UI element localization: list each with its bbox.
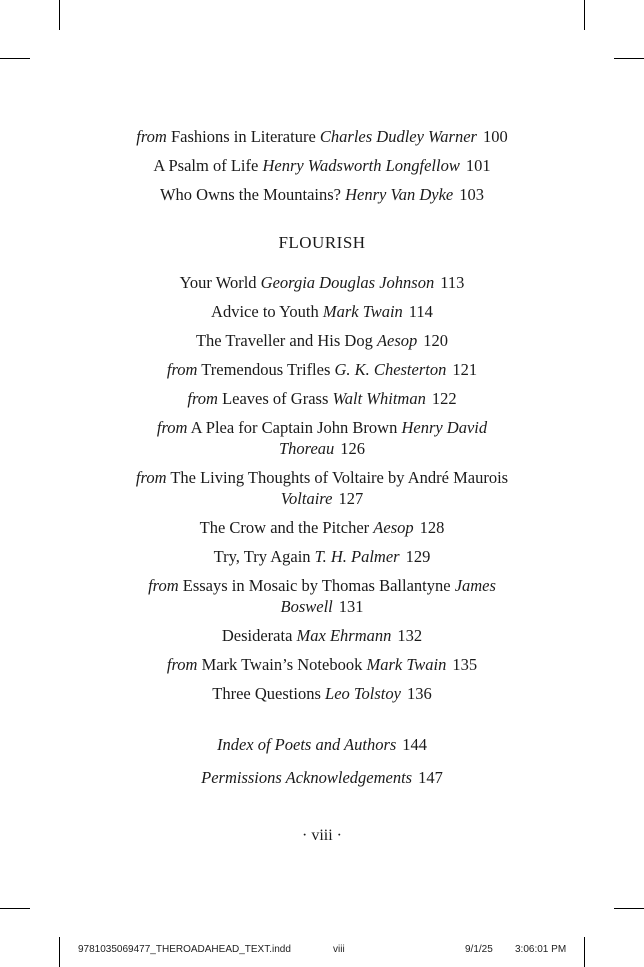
toc-entry [112, 330, 532, 351]
entry-title: Mark Twain’s Notebook [201, 655, 363, 674]
toc-entry [112, 272, 532, 293]
toc-entry [112, 301, 532, 322]
crop-mark [0, 58, 30, 59]
slug-time: 3:06:01 PM [515, 944, 567, 955]
entry-title: Three Questions [212, 684, 321, 703]
toc-entry [112, 575, 532, 617]
entry-author: Henry David Thoreau [278, 418, 488, 458]
toc-list-flourish [0, 272, 644, 704]
entry-author: Georgia Douglas Johnson [260, 273, 435, 292]
entry-page: 147 [418, 768, 443, 787]
entry-page: 101 [465, 156, 491, 175]
toc-back-matter [0, 734, 644, 788]
entry-author: James Boswell [280, 576, 496, 616]
entry-title: Leaves of Grass [222, 389, 329, 408]
entry-from: from [166, 655, 198, 674]
entry-author: Aesop [373, 518, 414, 537]
entry-title: The Traveller and His Dog [195, 331, 373, 350]
entry-from: from [135, 468, 167, 487]
entry-page: 135 [452, 655, 478, 674]
entry-page: 103 [459, 185, 485, 204]
toc-entry [112, 388, 532, 409]
entry-author: Mark Twain [322, 302, 403, 321]
entry-title: The Crow and the Pitcher [199, 518, 370, 537]
entry-author: Charles Dudley Warner [319, 127, 477, 146]
entry-title: Index of Poets and Authors [216, 735, 397, 754]
entry-author: Aesop [376, 331, 418, 350]
entry-author: G. K. Chesterton [334, 360, 447, 379]
back-matter-entry [122, 767, 522, 788]
entry-page: 131 [338, 597, 364, 616]
entry-title: Try, Try Again [213, 547, 311, 566]
entry-author: Henry Van Dyke [345, 185, 454, 204]
toc-entry [112, 359, 532, 380]
entry-page: 113 [440, 273, 465, 292]
entry-page: 129 [405, 547, 431, 566]
crop-mark [614, 58, 644, 59]
entry-title: Desiderata [221, 626, 293, 645]
entry-author: Max Ehrmann [296, 626, 392, 645]
entry-title: Fashions in Literature [170, 127, 316, 146]
entry-from: from [156, 418, 188, 437]
slug-page: viii [333, 944, 345, 955]
toc-entry [112, 467, 532, 509]
toc-entry [122, 184, 522, 205]
entry-author: Walt Whitman [332, 389, 426, 408]
entry-page: 122 [431, 389, 457, 408]
entry-author: Voltaire [280, 489, 333, 508]
entry-page: 127 [338, 489, 364, 508]
toc-entry [112, 625, 532, 646]
toc-entry [112, 417, 532, 459]
entry-page: 136 [406, 684, 432, 703]
entry-page: 114 [408, 302, 433, 321]
entry-title: Permissions Acknowledgements [201, 768, 413, 787]
entry-page: 128 [419, 518, 445, 537]
page-folio: · viii · [302, 827, 342, 844]
entry-title: Your World [179, 273, 257, 292]
toc-entry [112, 517, 532, 538]
entry-page: 144 [402, 735, 428, 754]
entry-title: A Plea for Captain John Brown [190, 418, 398, 437]
entry-author: Mark Twain [366, 655, 447, 674]
entry-page: 132 [397, 626, 423, 645]
toc-list-top [0, 126, 644, 205]
entry-from: from [166, 360, 198, 379]
slug-file: 9781035069477_THEROADAHEAD_TEXT.indd [78, 944, 291, 955]
toc-entry [112, 683, 532, 704]
entry-from: from [187, 389, 218, 408]
entry-page: 121 [452, 360, 478, 379]
entry-title: Tremendous Trifles [201, 360, 331, 379]
entry-title: Who Owns the Mountains? [159, 185, 342, 204]
entry-title: The Living Thoughts of Voltaire by André Maurois [170, 468, 509, 487]
entry-author: Leo Tolstoy [325, 684, 401, 703]
back-matter-entry [122, 734, 522, 755]
entry-title: Essays in Mosaic by Thomas Ballantyne [182, 576, 451, 595]
section-heading: FLOURISH [278, 233, 366, 252]
entry-author: T. H. Palmer [314, 547, 400, 566]
crop-mark [0, 908, 30, 909]
toc-entry [112, 654, 532, 675]
crop-mark [584, 0, 585, 30]
toc-entry [122, 155, 522, 176]
entry-page: 120 [423, 331, 449, 350]
entry-from: from [148, 576, 179, 595]
crop-mark [584, 937, 585, 967]
crop-mark [614, 908, 644, 909]
table-of-contents [0, 126, 644, 788]
entry-title: Advice to Youth [211, 302, 319, 321]
toc-entry [112, 546, 532, 567]
entry-author: Henry Wadsworth Longfellow [262, 156, 460, 175]
crop-mark [59, 0, 60, 30]
toc-entry [122, 126, 522, 147]
slug-date: 9/1/25 [465, 944, 493, 955]
entry-page: 100 [482, 127, 508, 146]
entry-from: from [136, 127, 167, 146]
entry-title: A Psalm of Life [153, 156, 259, 175]
crop-mark [59, 937, 60, 967]
entry-page: 126 [340, 439, 366, 458]
